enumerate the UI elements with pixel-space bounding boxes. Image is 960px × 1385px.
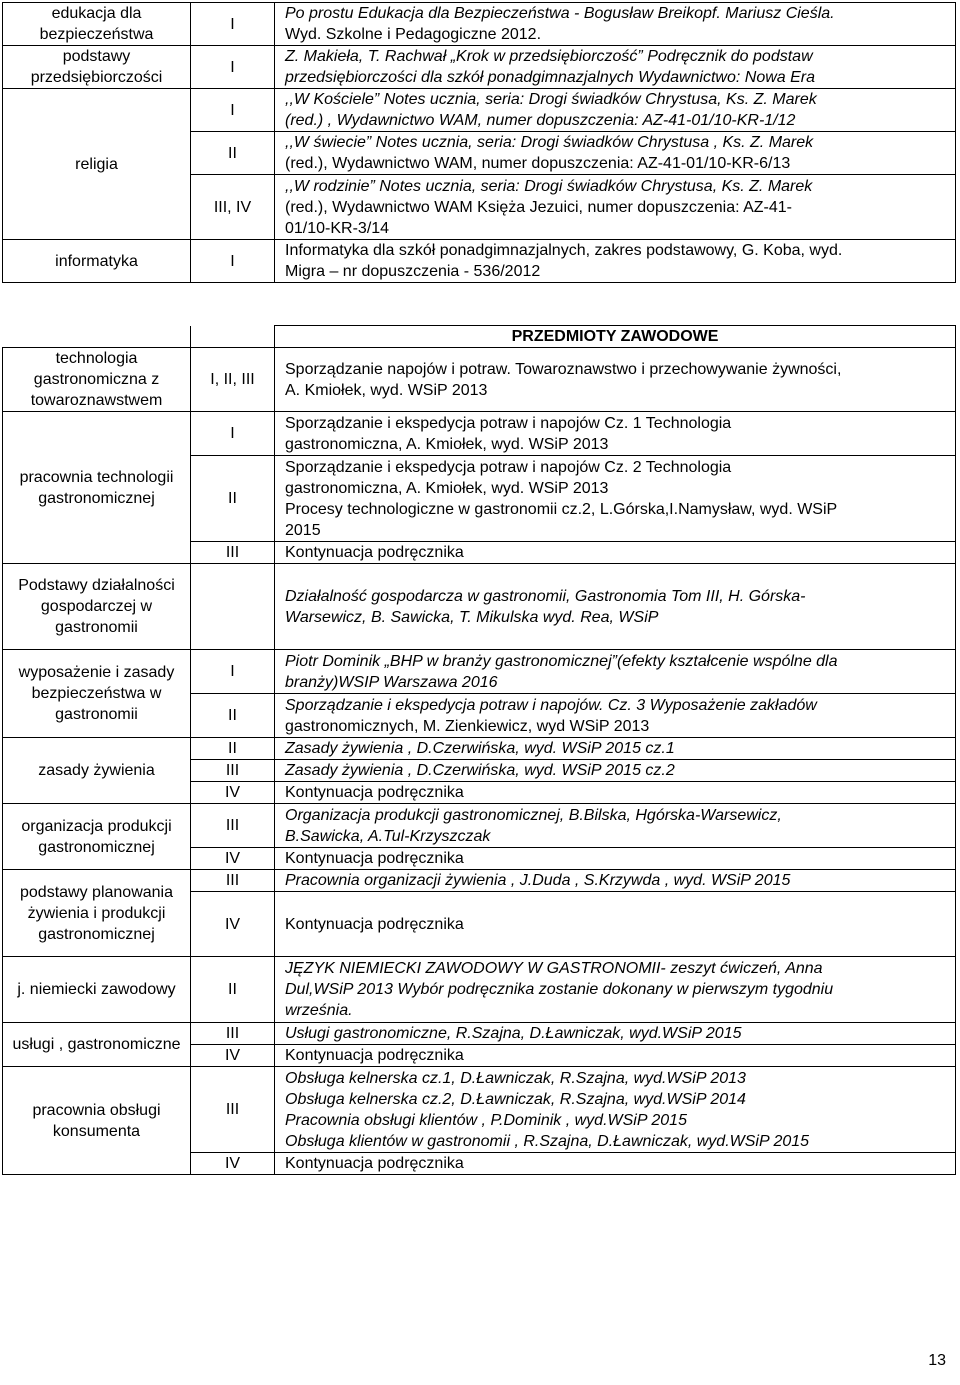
textbook-cell (275, 46, 956, 89)
textbook-line: Zasady żywienia , D.Czerwińska, wyd. WSiP 2015 cz.1 (285, 740, 675, 757)
class-cell: IV (191, 782, 275, 804)
textbook-cell (275, 1023, 956, 1045)
textbook-line: 2015 (285, 521, 321, 539)
class-cell: II (191, 738, 275, 760)
textbook-cell (275, 3, 956, 46)
textbook-cell (275, 564, 956, 650)
textbook-cell (275, 348, 956, 412)
textbook-line: Kontynuacja podręcznika (285, 915, 464, 933)
textbook-line: gastronomiczna, A. Kmiołek, wyd. WSiP 2013 (285, 435, 609, 453)
textbook-cell (275, 1153, 956, 1175)
class-cell: III, IV (191, 175, 275, 240)
textbook-line: Pracownia organizacji żywienia , J.Duda , S.Krzywda , wyd. WSiP 2015 (285, 872, 791, 889)
class-cell: I (191, 412, 275, 456)
class-cell: IV (191, 1153, 275, 1175)
class-cell: II (191, 456, 275, 542)
textbook-line: Piotr Dominik „BHP w branży gastronomicznej”(efekty kształcenie wspólne dla (285, 652, 838, 670)
subject-cell: technologia gastronomiczna z towaroznawstwem (3, 348, 191, 412)
textbook-line: A. Kmiołek, wyd. WSiP 2013 (285, 381, 488, 399)
textbook-line: Obsługa kelnerska cz.2, D.Ławniczak, R.Szajna, wyd.WSiP 2014 (285, 1090, 746, 1108)
class-cell: I (191, 89, 275, 132)
textbook-line: Kontynuacja podręcznika (285, 850, 464, 867)
subject-cell: wyposażenie i zasady bezpieczeństwa w gastronomii (3, 650, 191, 738)
textbook-line: Kontynuacja podręcznika (285, 1155, 464, 1172)
textbook-cell (275, 782, 956, 804)
textbook-line: ,,W świecie” Notes ucznia, seria: Drogi świadków Chrystusa , Ks. Z. Marek (285, 134, 814, 151)
class-cell: I (191, 3, 275, 46)
subject-cell: Podstawy działalności gospodarczej w gastronomii (3, 564, 191, 650)
class-cell: III (191, 1023, 275, 1045)
textbook-cell (275, 738, 956, 760)
textbook-line: września. (285, 1002, 353, 1019)
textbook-cell (275, 1067, 956, 1153)
textbook-line: B.Sawicka, A.Tul-Krzyszczak (285, 827, 491, 845)
class-cell (191, 564, 275, 650)
textbook-line: Obsługa kelnerska cz.1, D.Ławniczak, R.Szajna, wyd.WSiP 2013 (285, 1069, 746, 1087)
class-cell: I (191, 46, 275, 89)
textbook-line: (red.), Wydawnictwo WAM Księża Jezuici, numer dopuszczenia: AZ-41- (285, 198, 792, 216)
textbook-cell (275, 89, 956, 132)
textbook-cell (275, 760, 956, 782)
textbook-line: Usługi gastronomiczne, R.Szajna, D.Ławniczak, wyd.WSiP 2015 (285, 1025, 742, 1042)
class-cell: IV (191, 892, 275, 957)
textbook-line: ,,W Kościele” Notes ucznia, seria: Drogi świadków Chrystusa, Ks. Z. Marek (285, 91, 817, 108)
textbook-line: Sporządzanie i ekspedycja potraw i napojów. Cz. 3 Wyposażenie zakładów (285, 696, 817, 714)
textbook-line: Dul,WSiP 2013 Wybór podręcznika zostanie dokonany w pierwszym tygodniu (285, 981, 834, 998)
subject-cell: j. niemiecki zawodowy (3, 957, 191, 1023)
subject-cell: zasady żywienia (3, 738, 191, 804)
class-cell: II (191, 694, 275, 738)
textbook-cell (275, 542, 956, 564)
subject-cell: podstawy przedsiębiorczości (3, 46, 191, 89)
class-cell: II (191, 957, 275, 1023)
textbook-cell (275, 650, 956, 694)
textbook-cell (275, 1045, 956, 1067)
textbook-line: ,,W rodzinie” Notes ucznia, seria: Drogi świadków Chrystusa, Ks. Z. Marek (285, 177, 813, 195)
textbook-line: Obsługa klientów w gastronomii , R.Szajna, D.Ławniczak, wyd.WSiP 2015 (285, 1132, 810, 1150)
class-cell: II (191, 132, 275, 175)
textbook-line: Kontynuacja podręcznika (285, 784, 464, 801)
textbook-cell (275, 240, 956, 283)
textbook-line: Organizacja produkcji gastronomicznej, B.Bilska, Hgórska-Warsewicz, (285, 806, 782, 824)
class-cell: III (191, 760, 275, 782)
textbook-line: Po prostu Edukacja dla Bezpieczeństwa - Bogusław Breikopf. Mariusz Cieśla. (285, 5, 835, 22)
class-cell: III (191, 870, 275, 892)
textbook-line: gastronomiczna, A. Kmiołek, wyd. WSiP 2013 (285, 479, 609, 497)
subject-cell: podstawy planowania żywienia i produkcji gastronomicznej (3, 870, 191, 957)
class-cell: IV (191, 1045, 275, 1067)
textbook-line: (red.) , Wydawnictwo WAM, numer dopuszczenia: AZ-41-01/10-KR-1/12 (285, 112, 796, 129)
textbook-line: gastronomicznych, M. Zienkiewicz, wyd WSiP 2013 (285, 717, 650, 735)
textbook-line: Pracownia obsługi klientów , P.Dominik , wyd.WSiP 2015 (285, 1111, 687, 1129)
textbook-cell (275, 412, 956, 456)
textbook-line: Z. Makieła, T. Rachwał „Krok w przedsiębiorczość” Podręcznik do podstaw (285, 48, 813, 65)
textbook-cell (275, 848, 956, 870)
textbook-cell (275, 694, 956, 738)
textbook-line: 01/10-KR-3/14 (285, 219, 390, 237)
textbook-line: Kontynuacja podręcznika (285, 544, 464, 561)
subject-cell: usługi , gastronomiczne (3, 1023, 191, 1067)
class-cell: I (191, 650, 275, 694)
section-header: PRZEDMIOTY ZAWODOWE (275, 326, 956, 348)
textbook-line: Warsewicz, B. Sawicka, T. Mikulska wyd. Rea, WSiP (285, 608, 659, 626)
textbook-line: Wyd. Szkolne i Pedagogiczne 2012. (285, 26, 542, 43)
textbook-cell (275, 870, 956, 892)
textbook-line: Informatyka dla szkół ponadgimnazjalnych, zakres podstawowy, G. Koba, wyd. (285, 242, 843, 259)
textbook-cell (275, 892, 956, 957)
class-cell: IV (191, 848, 275, 870)
textbook-line: Sporządzanie i ekspedycja potraw i napojów Cz. 1 Technologia (285, 414, 732, 432)
textbook-line: (red.), Wydawnictwo WAM, numer dopuszczenia: AZ-41-01/10-KR-6/13 (285, 155, 791, 172)
textbook-line: przedsiębiorczości dla szkół ponadgimnazjalnych Wydawnictwo: Nowa Era (285, 69, 816, 86)
textbook-cell (275, 175, 956, 240)
textbook-line: Działalność gospodarcza w gastronomii, Gastronomia Tom III, H. Górska- (285, 587, 806, 605)
class-cell: III (191, 804, 275, 848)
textbook-line: Sporządzanie napojów i potraw. Towaroznawstwo i przechowywanie żywności, (285, 360, 842, 378)
textbook-cell (275, 132, 956, 175)
class-cell: I, II, III (191, 348, 275, 412)
textbook-line: Migra – nr dopuszczenia - 536/2012 (285, 263, 541, 280)
subject-cell: edukacja dla bezpieczeństwa (3, 3, 191, 46)
textbook-line: Kontynuacja podręcznika (285, 1047, 464, 1064)
class-cell: I (191, 240, 275, 283)
textbook-line: Zasady żywienia , D.Czerwińska, wyd. WSiP 2015 cz.2 (285, 762, 675, 779)
subject-cell: pracownia obsługi konsumenta (3, 1067, 191, 1175)
vocational-subjects-table (2, 325, 956, 1175)
textbook-line: branży)WSIP Warszawa 2016 (285, 673, 498, 691)
subject-cell: organizacja produkcji gastronomicznej (3, 804, 191, 870)
textbook-cell (275, 804, 956, 848)
general-subjects-table (2, 2, 956, 283)
textbook-line: Sporządzanie i ekspedycja potraw i napojów Cz. 2 Technologia (285, 458, 732, 476)
page-number: 13 (928, 1352, 946, 1369)
subject-cell: informatyka (3, 240, 191, 283)
textbook-line: JĘZYK NIEMIECKI ZAWODOWY W GASTRONOMII- zeszyt ćwiczeń, Anna (285, 960, 823, 977)
subject-cell: religia (3, 89, 191, 240)
class-cell: III (191, 1067, 275, 1153)
textbook-cell (275, 957, 956, 1023)
class-cell: III (191, 542, 275, 564)
subject-cell: pracownia technologii gastronomicznej (3, 412, 191, 564)
textbook-line: Procesy technologiczne w gastronomii cz.2, L.Górska,I.Namysław, wyd. WSiP (285, 500, 838, 518)
textbook-cell (275, 456, 956, 542)
